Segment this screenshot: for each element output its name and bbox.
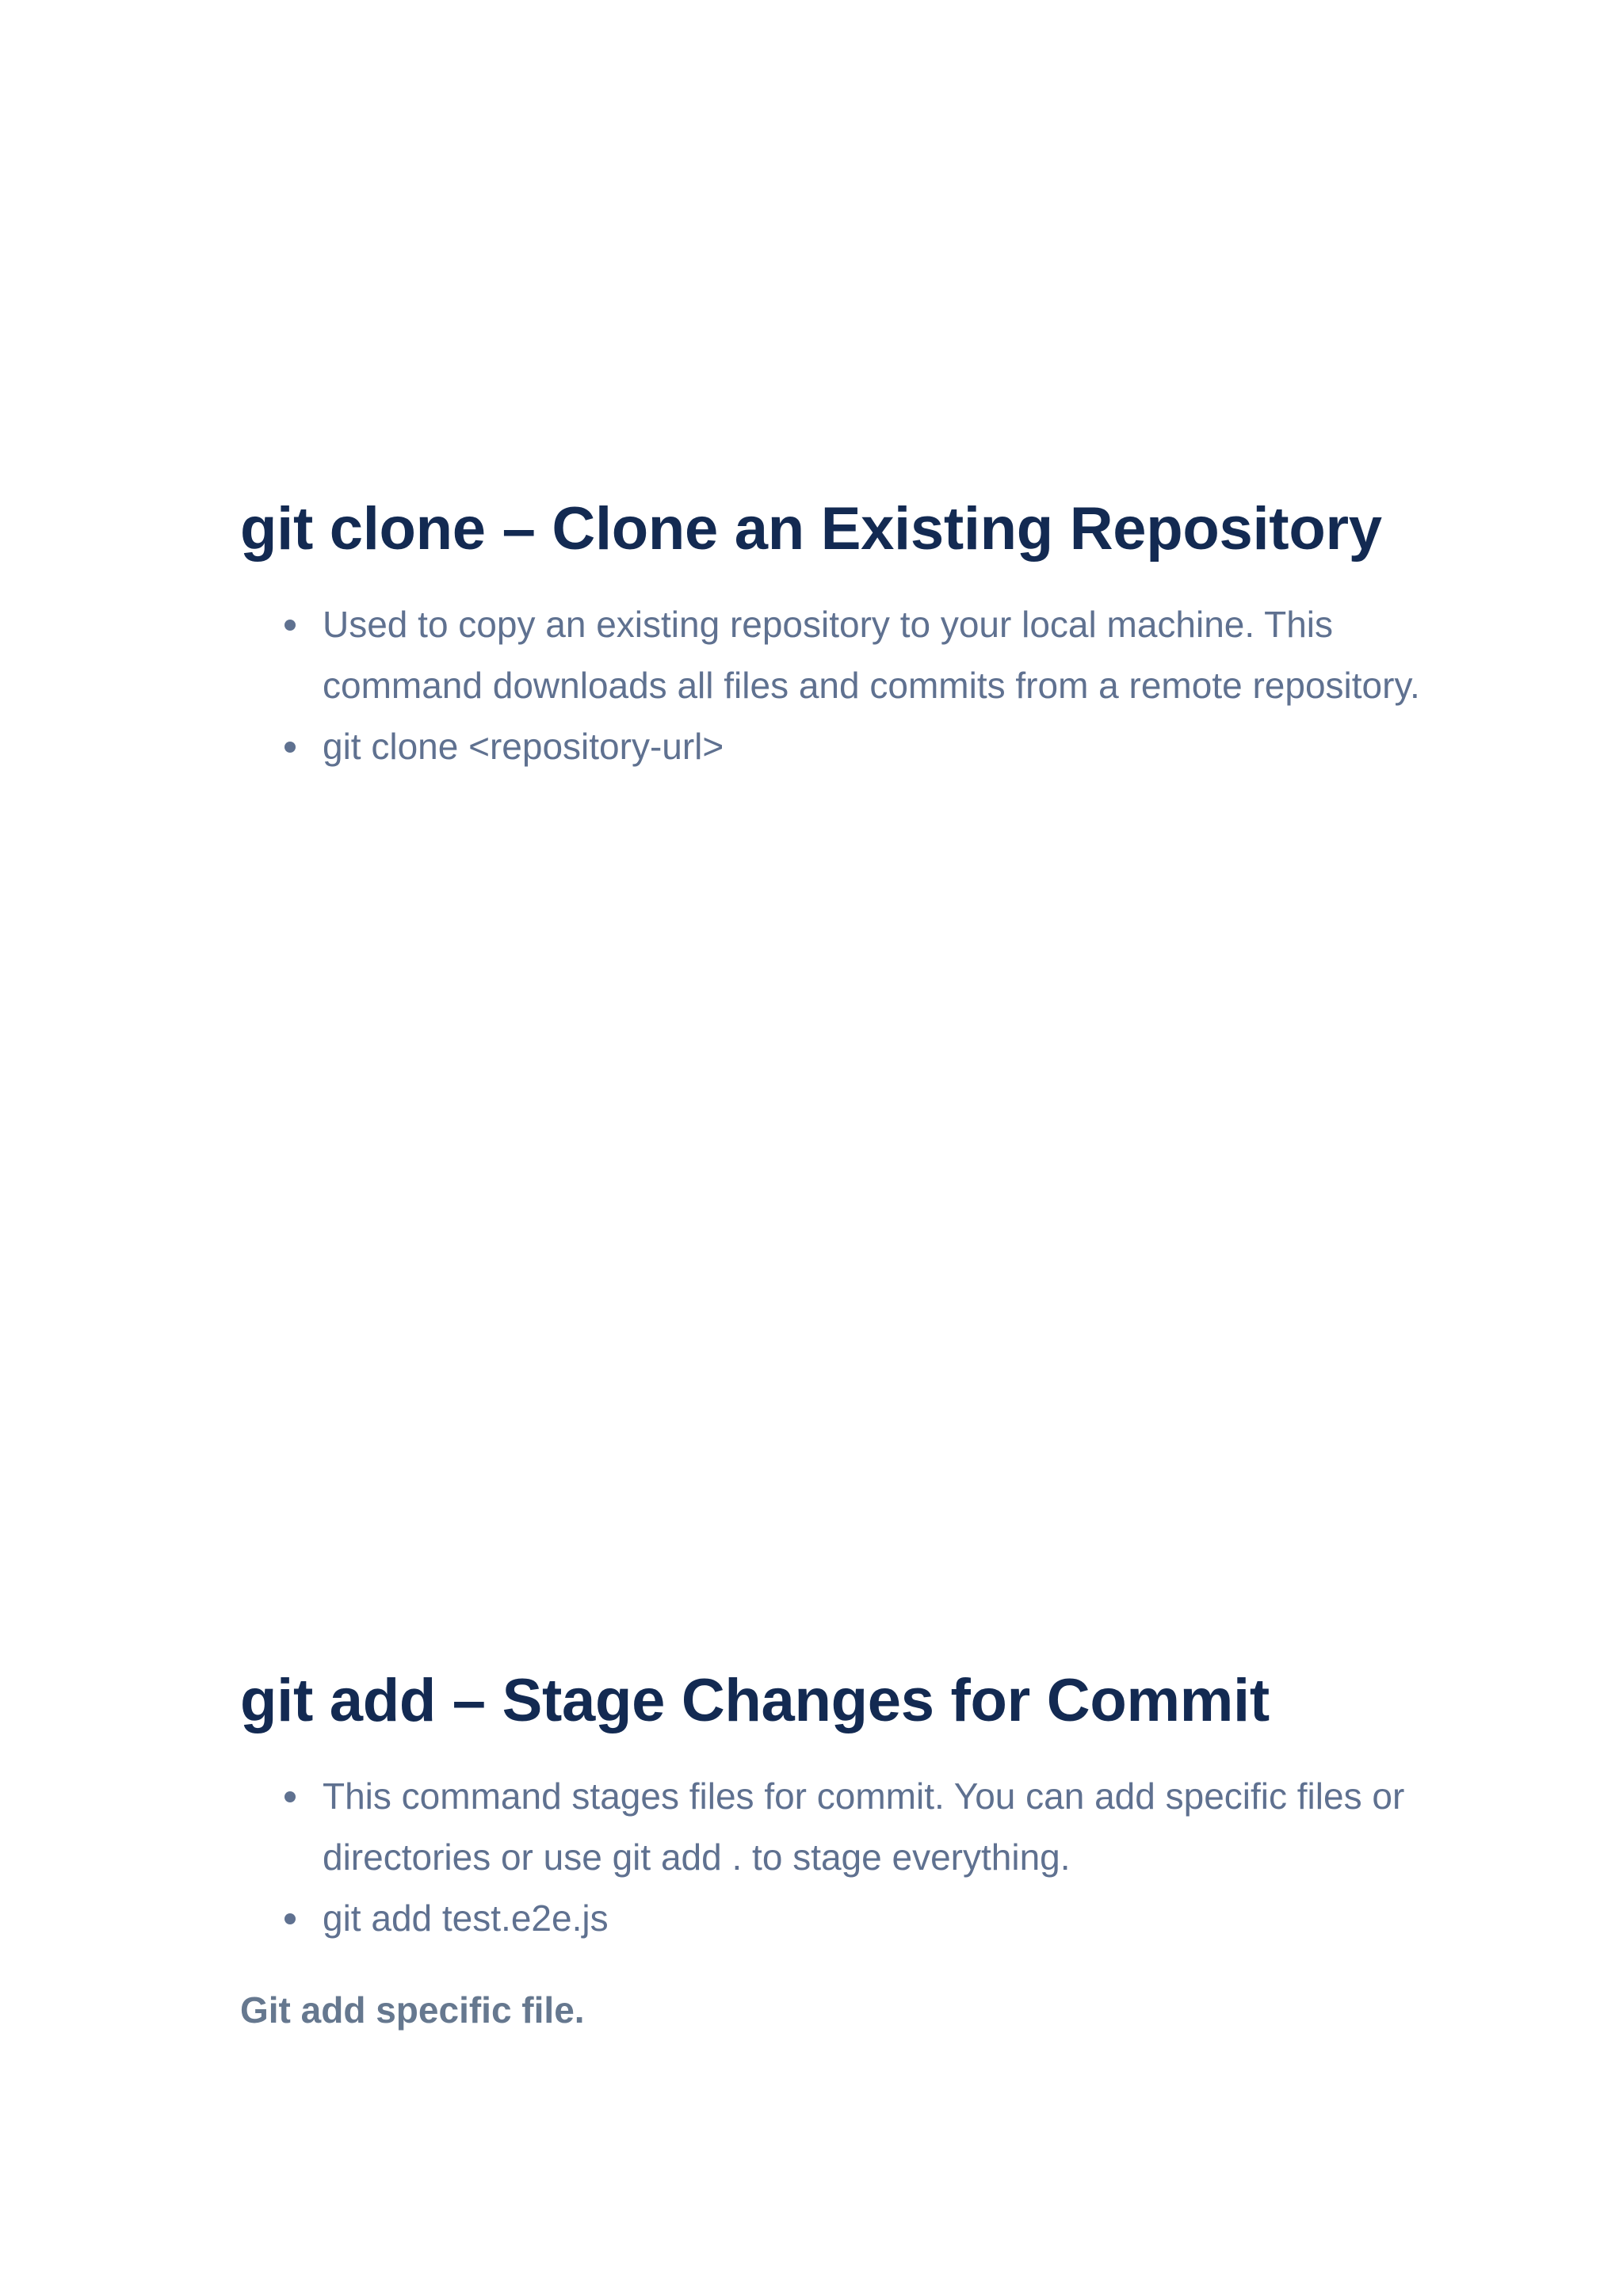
git-clone-bullet-list xyxy=(240,594,1476,777)
git-add-command: git add test.e2e.js xyxy=(323,1888,1476,1949)
git-add-specific-file-note: Git add specific file. xyxy=(240,1989,585,2031)
git-add-description: This command stages files for commit. You can add specific files or directories or use git add . to stage everything. xyxy=(323,1766,1476,1888)
git-add-bullet-list xyxy=(240,1766,1476,1949)
git-clone-heading: git clone – Clone an Existing Repository xyxy=(240,495,1382,563)
section-git-clone xyxy=(240,490,1476,777)
git-add-heading: git add – Stage Changes for Commit xyxy=(240,1667,1270,1734)
section-git-add xyxy=(240,1661,1476,2038)
git-clone-command: git clone <repository-url> xyxy=(323,716,1476,777)
git-clone-description: Used to copy an existing repository to your local machine. This command downloads all files and commits from a remote repository. xyxy=(323,594,1476,716)
